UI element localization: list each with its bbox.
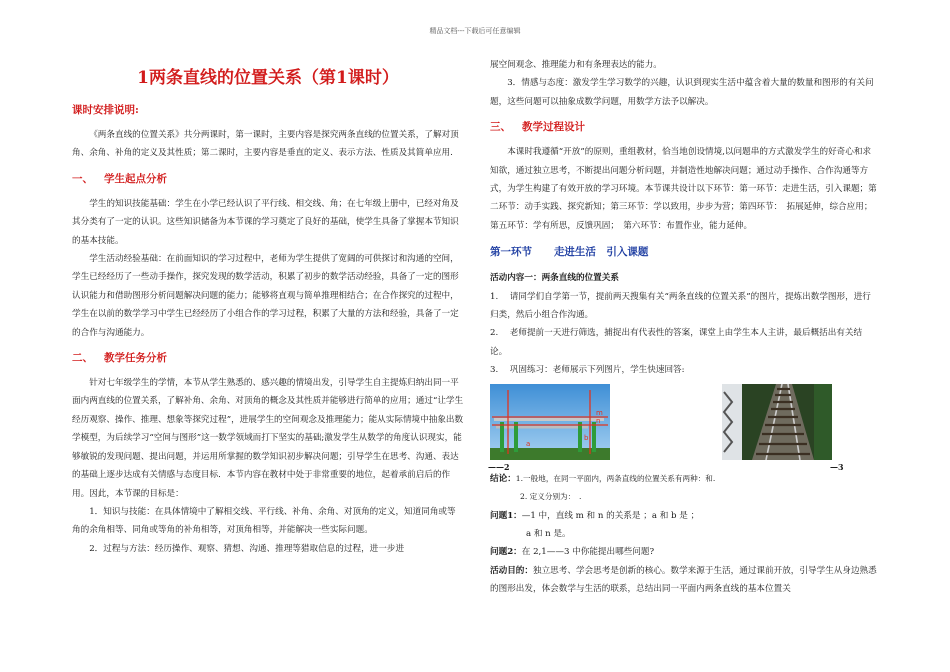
conclusion-2: 2. 定义分别为： .	[520, 492, 582, 502]
section-1-title: 学生起点分析	[103, 172, 167, 185]
railway-figure	[722, 384, 832, 460]
figures-row	[488, 384, 878, 472]
section-1-para-2: 学生活动经验基础：在前面知识的学习过程中，老师为学生提供了宽阔的可供探讨和沟通的空间，学生已经经历了一些动手操作，探究发现的数学活动，积累了初步的数学活动经验，具备了一定的图形认识能力和借助图形分析问题解决问题的能力；能够将直观与简单推理相结合；在合作探究的过程中，学生在以前的数学学习中学生已经经历了小组合作的学习过程，积累了大量的方法和经验，具备了一定的合作与沟通能力。	[72, 254, 459, 338]
schedule-text: 《两条直线的位置关系》共分两课时，第一课时，主要内容是探究两条直线的位置关系，了解对顶角、余角、补角的定义及其性质；第二课时，主要内容是垂直的定义、表示方法、性质及其简单应用.	[72, 130, 459, 159]
step-1-heading	[490, 241, 878, 263]
question-2	[490, 543, 878, 561]
purpose-text: 独立思考、学会思考是创新的核心。数学来源于生活，通过课前开放，引导学生从身边熟悉的图形出发，体会数学与生活的联系，总结出同一平面内两条直线的基本位置关	[490, 565, 877, 595]
section-1-heading	[72, 168, 464, 190]
section-3-title: 教学过程设计	[521, 121, 585, 134]
goal-1: 1．知识与技能：在具体情境中了解相交线、平行线、补角、余角、对顶角的定义，知道同角或等角的余角相等、同角或等角的补角相等，对顶角相等，并能解决一些实际问题。	[72, 506, 456, 536]
question-1	[490, 507, 878, 525]
header-note: 精品文档---下载后可任意编辑	[429, 27, 521, 35]
section-2-heading	[72, 347, 464, 369]
section-2-title: 教学任务分析	[103, 352, 167, 365]
section-2-para-1: 针对七年级学生的学情，本节从学生熟悉的、感兴趣的情境出发，引导学生自主提炼归纳出同一平面内两直线的位置关系，了解补角、余角、对顶角的概念及其性质并能够进行简单的应用；通过“让学生经历观察、操作、推理、想象等探究过程”，进展学生的空间观念及推理能力；能从实际情境中抽象出数学模型，为后续学习“空间与图形”这一数学领域而打下坚实的基础;激发学生从数学的角度认识现实，能够敏锐的发现问题、提出问题，并运用所掌握的数学知识初步解决问题；引导学生在思考、沟通、表达的基础上逐步达成有关情感与态度目标．本节内容在教材中处于非常重要的地位，起着承前启后的作用。因此，本节课的目标是：	[72, 378, 464, 499]
question-1-text-2: a 和 n 是。	[526, 528, 571, 539]
question-1-text: —1 中，直线 m 和 n 的关系是 ；a 和 b 是 ；	[521, 510, 700, 521]
conclusion-1: 1.一般地，在同一平面内，两条直线的位置关系有两种：和.	[515, 473, 716, 483]
goal-3: 3．情感与态度：激发学生学习数学的兴趣，认识到现实生活中蕴含着大量的数量和图形的有关问题，这些问题可以抽象成数学问题，用数学方法予以解决。	[490, 78, 874, 107]
activity-purpose	[490, 562, 878, 599]
question-2-text: 在 2,1——3 中你能提出哪些问题?	[521, 547, 655, 558]
question-2-label: 问题2：	[490, 547, 522, 558]
item-1-text: 请同学们自学第一节，提前两天搜集有关“两条直线的位置关系”的图片，提炼出数学图形，进行归类，然后小组合作沟通。	[490, 291, 871, 321]
step-1-title: 走进生活 引入课题	[553, 246, 649, 259]
conclusion	[490, 470, 878, 488]
figure-3-label: —3	[830, 461, 844, 472]
goal-2: 2．过程与方法：经历操作、观察、猜想、沟通、推理等猎取信息的过程，进一步进	[89, 543, 405, 554]
purpose-label: 活动目的：	[490, 565, 533, 576]
figure-label-n: n	[596, 416, 601, 425]
section-1-para-1: 学生的知识技能基础：学生在小学已经认识了平行线、相交线、角；在七年级上册中，已经对角及其分类有了一定的认识。这些知识储备为本节课的学习奠定了良好的基础，使学生具备了掌握本节知识的基本技能。	[72, 198, 459, 246]
item-1	[490, 288, 878, 325]
step-1-label: 第一环节	[490, 246, 532, 259]
item-3-text: 巩固练习：老师展示下列图片，学生快速回答:	[509, 365, 685, 376]
section-2-number: 二、	[72, 352, 93, 365]
goal-2-continued: 展空间观念、推理能力和有条理表达的能力。	[490, 60, 662, 70]
conclusion-label: 结论：	[490, 473, 516, 484]
figure-label-b: b	[584, 433, 589, 442]
item-2-text: 老师提前一天进行筛选，捕捉出有代表性的答案，课堂上由学生本人主讲，最后概括出有关结论。	[490, 328, 863, 357]
item-3	[490, 361, 878, 379]
right-column	[490, 56, 878, 599]
figure-label-m: m	[596, 408, 603, 417]
schedule-label: 课时安排说明:	[72, 104, 139, 116]
left-column	[72, 62, 464, 558]
item-2-number: 2.	[490, 328, 499, 339]
figure-2-label: ——2	[488, 461, 510, 472]
question-1-label: 问题1：	[490, 510, 522, 521]
item-3-number: 3.	[490, 365, 499, 376]
page-title: 1两条直线的位置关系（第1课时）	[137, 68, 399, 88]
item-1-number: 1.	[490, 291, 499, 302]
item-2	[490, 324, 878, 361]
section-3-heading	[490, 116, 878, 138]
section-1-number: 一、	[72, 172, 93, 185]
section-3-number: 三、	[490, 121, 511, 134]
activity-label: 活动内容一：两条直线的位置关系	[490, 273, 619, 284]
section-3-para-1: 本课时我遵循“开放”的原则，重组教材，恰当地创设情境,以问题串的方式激发学生的好奇心和求知欲，通过独立思考，不断提出问题分析问题，并制造性地解决问题；通过动手操作、合作沟通等方式，为学生构建了有效开放的学习环境。本节课共设计以下环节：第一环节：走进生活，引入课题；第二环节：动手实践、探究新知；第三环节：学以致用，步步为营；第四环节： 拓展延伸，综合应用；第五环节：学有所思，反馈巩固； 第六环节：布置作业，能力延伸。	[490, 147, 877, 231]
parallel-bars-figure	[490, 384, 610, 460]
figure-label-a: a	[526, 439, 531, 448]
